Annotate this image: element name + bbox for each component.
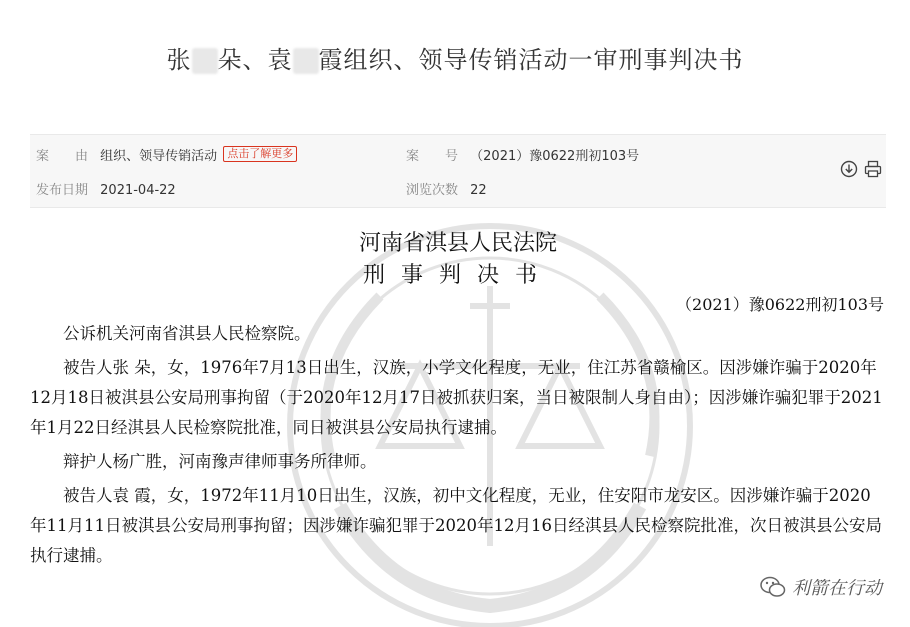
title-part: 朵、袁 [217, 46, 293, 74]
cause-value: 组织、领导传销活动 [100, 149, 218, 164]
document-type: 刑事判决书 [362, 263, 553, 288]
redaction-blur [293, 48, 319, 74]
paragraph: 被告人张 朵，女，1976年7月13日出生，汉族，小学文化程度，无业，住江苏省赣榆区。因涉嫌诈骗于2020年12月18日被淇县公安局刑事拘留（于2020年12月17日被抓获归案，当日被限制人身自由）；因涉嫌诈骗犯罪于2021年1月22日经淇县人民检察院批准，同日被淇县公安局执行逮捕。 [30, 358, 883, 437]
brand-watermark [760, 574, 882, 600]
views-value: 22 [470, 183, 487, 198]
wechat-icon [760, 576, 786, 598]
title-part: 张 [166, 46, 192, 74]
publish-value: 2021-04-22 [100, 183, 176, 198]
title-part: 霞组织、领导传销活动一审刑事判决书 [318, 46, 744, 74]
cause-label: 案 由 [36, 149, 89, 164]
case-no-value: （2021）豫0622刑初103号 [470, 149, 640, 164]
judgment-document [30, 206, 886, 627]
redaction-blur [192, 48, 218, 74]
paragraph: 被告人袁 霞，女，1972年11月10日出生，汉族，初中文化程度，无业，住安阳市龙安区。因涉嫌诈骗于2020年11月11日被淇县公安局刑事拘留；因涉嫌诈骗犯罪于2020年12月16日经淇县人民检察院批准，次日被淇县公安局执行逮捕。 [30, 486, 882, 565]
judgment-body [30, 319, 886, 571]
learn-more-link[interactable]: 点击了解更多 [223, 146, 297, 162]
paragraph: 辩护人杨广胜，河南豫声律师事务所律师。 [63, 452, 377, 471]
publish-label: 发布日期 [36, 183, 89, 198]
case-no-label: 案 号 [406, 149, 459, 164]
view-count [406, 179, 487, 198]
print-icon[interactable] [864, 160, 882, 178]
court-name: 河南省淇县人民法院 [358, 231, 557, 256]
brand-name: 利箭在行动 [792, 578, 882, 599]
document-case-number: （2021）豫0622刑初103号 [676, 295, 884, 314]
views-label: 浏览次数 [406, 183, 459, 198]
download-icon[interactable] [840, 160, 858, 178]
publish-date [36, 179, 176, 198]
page-title [0, 40, 910, 75]
case-number [406, 145, 639, 164]
paragraph: 公诉机关河南省淇县人民检察院。 [63, 324, 311, 343]
case-cause [36, 145, 297, 164]
case-meta-bar [30, 134, 886, 208]
